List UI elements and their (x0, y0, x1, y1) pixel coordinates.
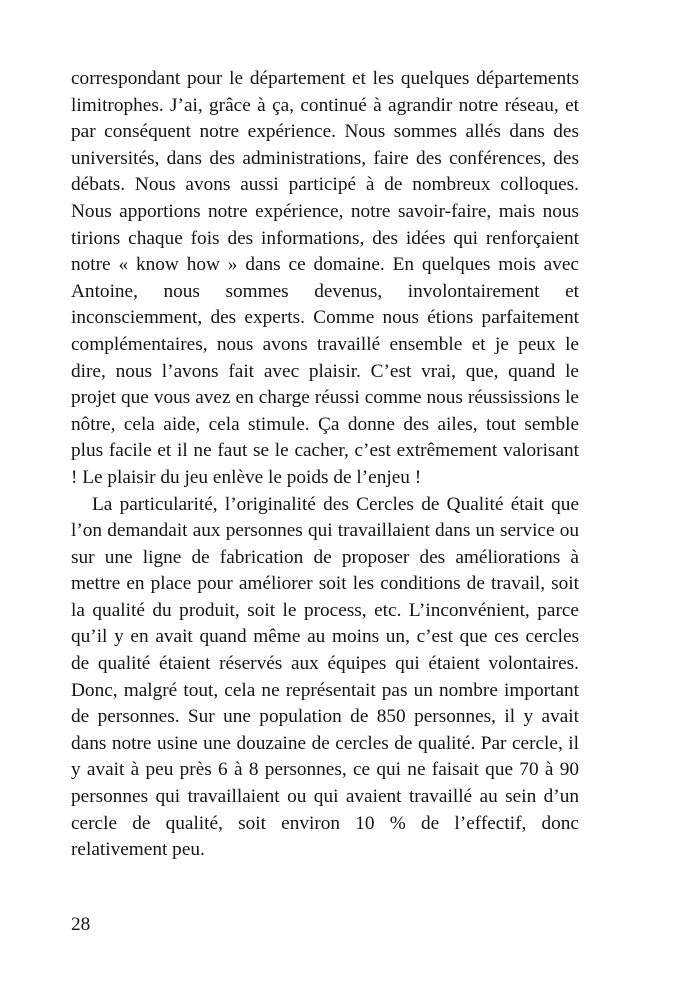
paragraph-1: correspondant pour le département et les quelques départements limitrophes. J’ai, grâce à ça, continué à agrandir notre réseau, et par conséquent notre expérience. Nous sommes allés dans des universités, dans des administrations, faire des conférences, des débats. Nous avons aussi participé à de nombreux colloques. Nous apportions notre expérience, notre savoir-faire, mais nous tirions chaque fois des informations, des idées qui renforçaient notre « know how » dans ce domaine. En quelques mois avec Antoine, nous sommes devenus, involontairement et inconsciemment, des experts. Comme nous étions parfaitement complémentaires, nous avons travaillé ensemble et je peux le dire, nous l’avons fait avec plaisir. C’est vrai, que, quand le projet que vous avez en charge réussi comme nous réussissions le nôtre, cela aide, cela stimule. Ça donne des ailes, tout semble plus facile et il ne faut se le cacher, c’est extrêmement valorisant ! Le plaisir du jeu enlève le poids de l’enjeu ! (71, 68, 579, 488)
paragraph-2: La particularité, l’originalité des Cercles de Qualité était que l’on demandait aux personnes qui travaillaient dans un service ou sur une ligne de fabrication de proposer des améliorations à mettre en place pour améliorer soit les conditions de travail, soit la qualité du produit, soit le process, etc. L’inconvénient, parce qu’il y en avait quand même au moins un, c’est que ces cercles de qualité étaient réservés aux équipes qui étaient volontaires. Donc, malgré tout, cela ne représentait pas un nombre important de personnes. Sur une population de 850 personnes, il y avait dans notre usine une douzaine de cercles de qualité. Par cercle, il y avait à peu près 6 à 8 personnes, ce qui ne faisait que 70 à 90 personnes qui travaillaient ou qui avaient travaillé au sein d’un cercle de qualité, soit environ 10 % de l’effectif, donc relativement peu. (71, 493, 579, 861)
page-number: 28 (71, 914, 91, 935)
body-text (71, 66, 579, 864)
